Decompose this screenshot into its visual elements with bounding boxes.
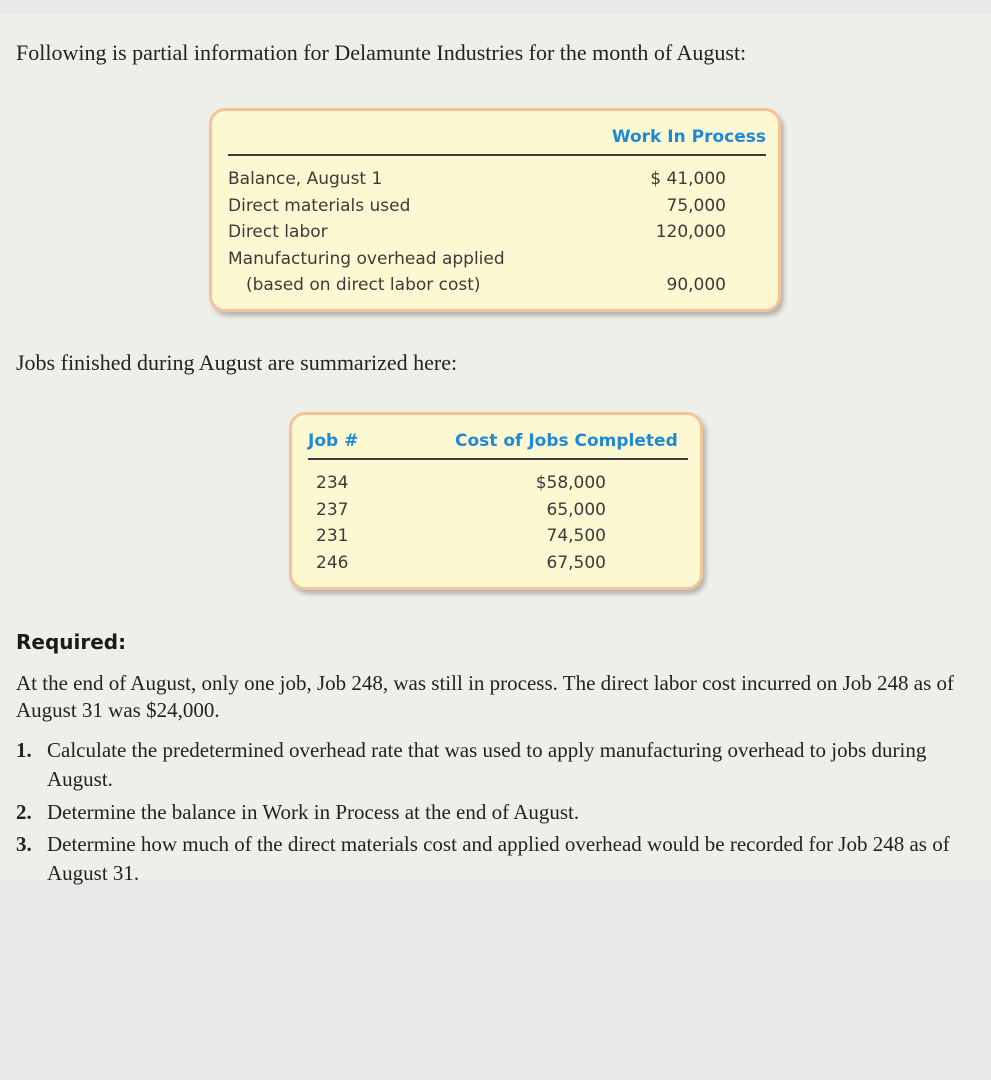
cost-completed-header: Cost of Jobs Completed (455, 431, 678, 451)
job-cost: 67,500 (546, 553, 606, 573)
requirement-number: 1. (16, 738, 32, 762)
requirement-text: Calculate the predetermined overhead rate that was used to apply manufacturing overhead to jobs during August. (47, 738, 927, 791)
jobs-intro-text: Jobs finished during August are summarized here: (16, 350, 458, 375)
requirement-item (16, 736, 976, 794)
wip-row-value: $ 41,000 (650, 169, 726, 189)
job-number: 234 (316, 473, 349, 493)
job-number-header: Job # (308, 431, 359, 451)
jobs-completed-table (289, 412, 703, 590)
jobs-heading-rule (308, 458, 688, 460)
wip-row-value: 120,000 (655, 222, 726, 242)
job-cost: 74,500 (546, 526, 606, 546)
wip-row-label: Direct materials used (228, 196, 411, 216)
requirement-item (16, 798, 976, 827)
requirement-item (16, 830, 976, 888)
requirement-text: Determine the balance in Work in Process at the end of August. (47, 800, 580, 824)
wip-row-label: Balance, August 1 (228, 169, 383, 189)
wip-row-label: Direct labor (228, 222, 328, 242)
wip-heading-rule (228, 154, 766, 156)
work-in-process-table (209, 108, 781, 312)
required-heading: Required: (16, 630, 127, 654)
wip-row-value: 75,000 (666, 196, 726, 216)
job-number: 237 (316, 500, 349, 520)
wip-row-label: Manufacturing overhead applied (228, 249, 505, 269)
requirement-number: 2. (16, 800, 32, 824)
requirement-number: 3. (16, 832, 32, 856)
wip-row-label: (based on direct labor cost) (246, 275, 481, 295)
wip-row-value: 90,000 (666, 275, 726, 295)
wip-heading: Work In Process (611, 127, 766, 147)
problem-panel (0, 14, 991, 885)
job-cost: $58,000 (535, 473, 606, 493)
job-number: 246 (316, 553, 349, 573)
requirement-text: Determine how much of the direct materials cost and applied overhead would be recorded for Job 248 as of August 31. (47, 832, 950, 885)
intro-text: Following is partial information for Delamunte Industries for the month of August: (16, 40, 747, 65)
required-paragraph: At the end of August, only one job, Job 248, was still in process. The direct labor cost incurred on Job 248 as of August 31 was $24,000. (16, 671, 955, 722)
job-number: 231 (316, 526, 349, 546)
job-cost: 65,000 (546, 500, 606, 520)
